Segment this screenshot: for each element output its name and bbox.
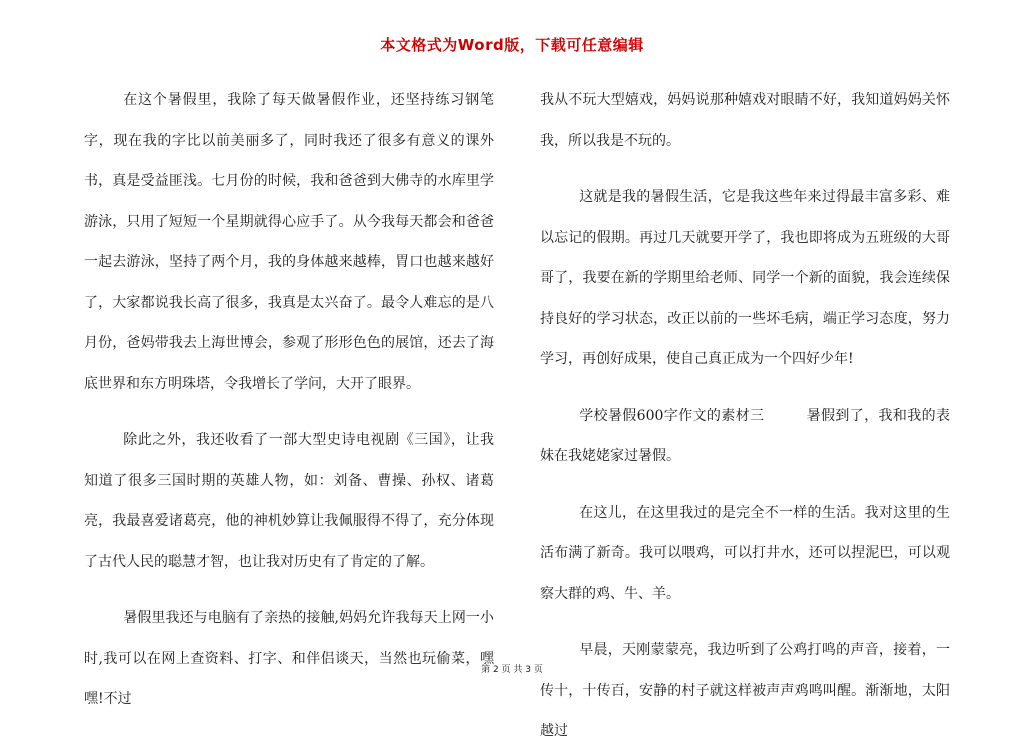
right-paragraph-3: [540, 396, 950, 477]
page-number-footer: 第 2 页 共 3 页: [481, 665, 543, 675]
left-paragraph-1: 在这个暑假里，我除了每天做暑假作业，还坚持练习钢笔字，现在我的字比以前美丽多了，同时我还了很多有意义的课外书，真是受益匪浅。七月份的时候，我和爸爸到大佛寺的水库里学游泳，只用了短短一个星期就得心应手了。从今我每天都会和爸爸一起去游泳，坚持了两个月，我的身体越来越棒，胃口也越来越好了，大家都说我长高了很多，我真是太兴奋了。最令人难忘的是八月份，爸妈带我去上海世博会，参观了形形色色的展馆，还去了海底世界和东方明珠塔，令我增长了学问，大开了眼界。: [84, 92, 494, 392]
left-paragraph-3: 暑假里我还与电脑有了亲热的接触,妈妈允许我每天上网一小时,我可以在网上查资料、打字、和伴侣谈天，当然也玩偷菜，嘿嘿!不过: [84, 610, 494, 707]
essay-section-title: 学校暑假600字作文的素材三: [579, 407, 765, 424]
essay-section-text: 暑假到了，我和我的表妹在我姥姥家过暑假。: [540, 407, 950, 464]
right-paragraph-5: 早晨，天刚蒙蒙亮，我边听到了公鸡打鸣的声音，接着，一传十，十传百，安静的村子就这样被声声鸡鸣叫醒。渐渐地，太阳越过: [540, 642, 950, 739]
left-paragraph-2: 除此之外，我还收看了一部大型史诗电视剧《三国》，让我知道了很多三国时期的英雄人物，如：刘备、曹操、孙权、诸葛亮，我最喜爱诸葛亮，他的神机妙算让我佩服得不得了，充分体现了古代人民的聪慧才智，也让我对历史有了肯定的了解。: [84, 432, 494, 570]
right-paragraph-1: 我从不玩大型嬉戏，妈妈说那种嬉戏对眼睛不好，我知道妈妈关怀我，所以我是不玩的。: [540, 92, 950, 149]
right-column: [540, 80, 950, 752]
left-column: [84, 80, 494, 720]
page-header-title: 本文格式为Word版，下载可任意编辑: [380, 36, 644, 54]
right-paragraph-4: 在这儿，在这里我过的是完全不一样的生活。我对这里的生活布满了新奇。我可以喂鸡，可以打井水，还可以捏泥巴，可以观察大群的鸡、牛、羊。: [540, 504, 950, 602]
right-paragraph-2: 这就是我的暑假生活，它是我这些年来过得最丰富多彩、难以忘记的假期。再过几天就要开学了，我也即将成为五班级的大哥哥了，我要在新的学期里给老师、同学一个新的面貌，我会连续保持良好的学习状态，改正以前的一些坏毛病，端正学习态度，努力学习，再创好成果，使自己真正成为一个四好少年!: [540, 189, 950, 367]
